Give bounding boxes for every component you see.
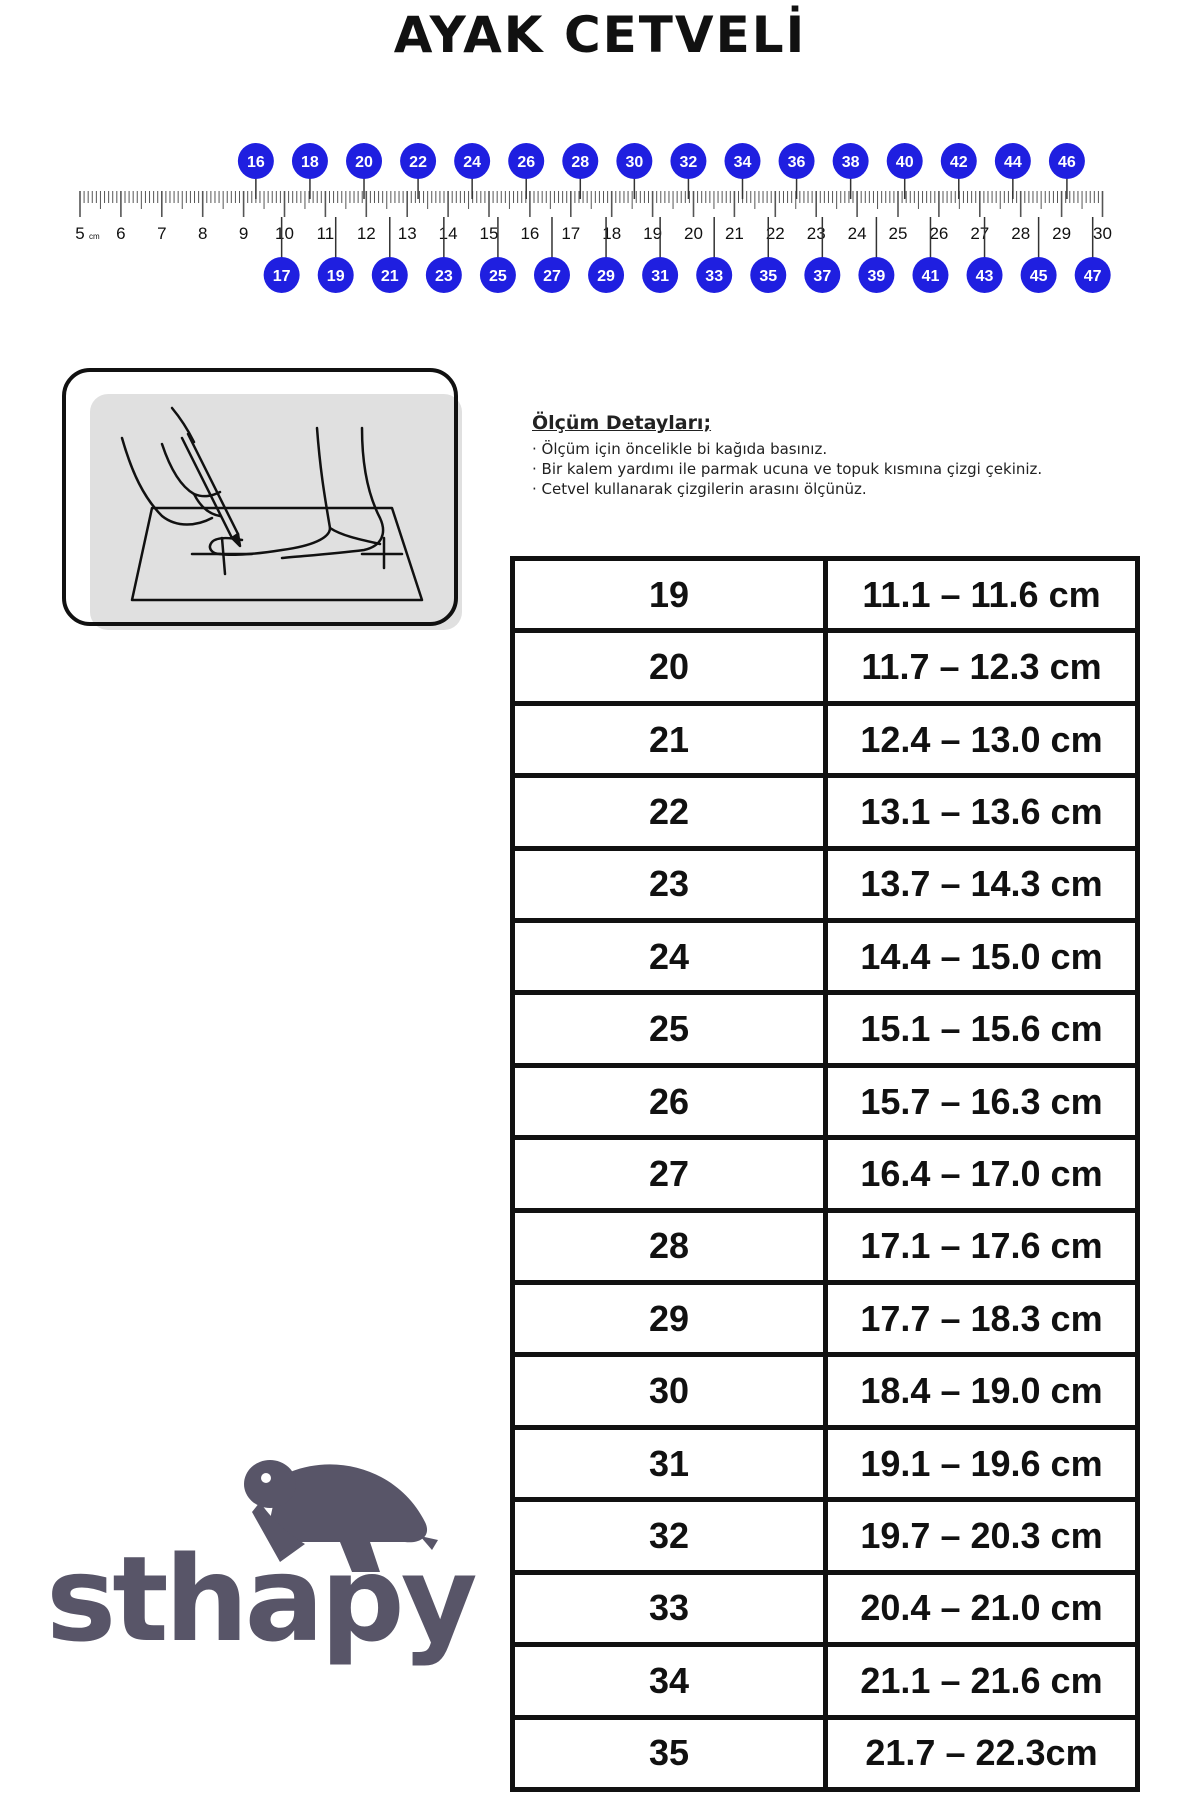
- ruler-cm-label: 21: [724, 224, 744, 243]
- range-cell: 13.1 – 13.6 cm: [860, 790, 1103, 832]
- size-badge-bottom-label: 45: [1029, 268, 1048, 285]
- size-badge-bottom-label: 43: [975, 268, 994, 285]
- ruler-cm-label: 9: [238, 224, 249, 243]
- details-line: · Bir kalem yardımı ile parmak ucuna ve topuk kısmına çizgi çekiniz.: [532, 460, 1043, 478]
- table-row: [515, 1068, 1135, 1140]
- size-badge-bottom-label: 19: [326, 268, 345, 285]
- range-cell: 15.1 – 15.6 cm: [860, 1008, 1103, 1050]
- size-cell: 30: [515, 1357, 828, 1424]
- ruler-cm-label: 27: [970, 224, 990, 243]
- table-row: [515, 1647, 1135, 1719]
- brand-logo-text: sthapy: [46, 1530, 474, 1668]
- ruler-cm-label: 16: [520, 224, 540, 243]
- ruler-cm-label: 17: [561, 224, 581, 243]
- size-badge-bottom-label: 39: [867, 268, 886, 285]
- table-row: [515, 706, 1135, 778]
- ruler-cm-label: 14: [438, 224, 458, 243]
- range-cell: 12.4 – 13.0 cm: [860, 718, 1103, 760]
- size-cell: 20: [515, 633, 828, 700]
- size-cell: 22: [515, 778, 828, 845]
- details-line: · Cetvel kullanarak çizgilerin arasını ölçünüz.: [532, 480, 867, 498]
- size-cell: 21: [515, 706, 828, 773]
- size-badge-top-label: 42: [949, 154, 968, 171]
- range-cell: 19.7 – 20.3 cm: [860, 1514, 1103, 1556]
- range-cell: 17.1 – 17.6 cm: [860, 1225, 1103, 1267]
- size-cell: 24: [515, 923, 828, 990]
- size-badge-bottom-label: 33: [705, 268, 724, 285]
- ruler-cm-label: 19: [643, 224, 663, 243]
- range-cell: 19.1 – 19.6 cm: [860, 1442, 1103, 1484]
- table-row: [515, 995, 1135, 1067]
- ruler-cm-label: 13: [397, 224, 417, 243]
- table-row: [515, 1357, 1135, 1429]
- table-row: [515, 633, 1135, 705]
- ruler-cm-label: 10: [275, 224, 294, 243]
- table-row: [515, 561, 1135, 633]
- size-badge-top-label: 26: [517, 154, 536, 171]
- ruler-cm-label: 26: [929, 224, 949, 243]
- size-badge-bottom-label: 27: [543, 268, 561, 285]
- table-row: [515, 1213, 1135, 1285]
- size-badge-top-label: 46: [1058, 154, 1076, 171]
- ruler-cm-label: 22: [765, 224, 785, 243]
- range-cell: 11.1 – 11.6 cm: [862, 573, 1101, 615]
- size-cell: 25: [515, 995, 828, 1062]
- size-cell: 27: [515, 1140, 828, 1207]
- size-badge-top-label: 30: [625, 154, 644, 171]
- size-badge-bottom-label: 35: [759, 268, 778, 285]
- size-badge-top-label: 22: [409, 154, 427, 171]
- size-cell: 31: [515, 1430, 828, 1497]
- size-badge-bottom-label: 29: [597, 268, 615, 285]
- foot-ruler: [0, 125, 1200, 300]
- ruler-cm-label: 15: [479, 224, 499, 243]
- table-row: [515, 1575, 1135, 1647]
- table-row: [515, 1720, 1135, 1787]
- ruler-cm-label: 23: [806, 224, 826, 243]
- table-row: [515, 778, 1135, 850]
- size-table: [510, 556, 1140, 1792]
- size-badge-top-label: 40: [895, 154, 914, 171]
- range-cell: 11.7 – 12.3 cm: [861, 646, 1102, 688]
- range-cell: 21.7 – 22.3cm: [865, 1732, 1098, 1774]
- size-cell: 26: [515, 1068, 828, 1135]
- size-cell: 34: [515, 1647, 828, 1714]
- size-badge-top-label: 32: [679, 154, 698, 171]
- size-badge-top-label: 24: [463, 154, 482, 171]
- ruler-cm-label: 28: [1011, 224, 1031, 243]
- size-badge-bottom-label: 25: [489, 268, 507, 285]
- table-row: [515, 1502, 1135, 1574]
- table-row: [515, 1285, 1135, 1357]
- size-badge-top-label: 36: [787, 154, 806, 171]
- size-badge-bottom-label: 47: [1083, 268, 1102, 285]
- size-badge-top-label: 44: [1003, 154, 1022, 171]
- range-cell: 21.1 – 21.6 cm: [860, 1659, 1103, 1701]
- page-title: AYAK CETVELİ: [393, 6, 807, 64]
- ruler-cm-label: 24: [847, 224, 867, 243]
- size-badge-bottom-label: 17: [272, 268, 291, 285]
- size-badge-bottom-label: 23: [434, 268, 453, 285]
- size-cell: 35: [515, 1720, 828, 1787]
- size-badge-top-label: 28: [571, 154, 590, 171]
- ruler-unit-label: cm: [89, 232, 100, 241]
- size-cell: 23: [515, 851, 828, 918]
- range-cell: 14.4 – 15.0 cm: [860, 935, 1103, 977]
- details-line: · Ölçüm için öncelikle bi kağıda basınız.: [532, 440, 828, 458]
- size-cell: 29: [515, 1285, 828, 1352]
- size-badge-top-label: 38: [841, 154, 860, 171]
- ruler-cm-label: 7: [157, 224, 167, 243]
- size-badge-top-label: 16: [246, 154, 265, 171]
- size-badge-top-label: 18: [301, 154, 319, 171]
- ruler-cm-label: 12: [356, 224, 376, 243]
- ruler-cm-label: 5: [75, 224, 85, 243]
- table-row: [515, 851, 1135, 923]
- size-cell: 32: [515, 1502, 828, 1569]
- details-heading: Ölçüm Detayları;: [532, 412, 712, 434]
- measurement-details: [532, 412, 1132, 499]
- size-badge-bottom-label: 21: [380, 268, 399, 285]
- range-cell: 20.4 – 21.0 cm: [860, 1587, 1103, 1629]
- foot-measuring-illustration: [62, 368, 462, 630]
- range-cell: 15.7 – 16.3 cm: [860, 1080, 1103, 1122]
- range-cell: 17.7 – 18.3 cm: [860, 1297, 1103, 1339]
- size-badge-bottom-label: 41: [921, 268, 940, 285]
- ruler-cm-label: 18: [602, 224, 622, 243]
- size-badge-bottom-label: 31: [651, 268, 670, 285]
- range-cell: 13.7 – 14.3 cm: [860, 863, 1103, 905]
- table-row: [515, 1140, 1135, 1212]
- size-badge-bottom-label: 37: [813, 268, 832, 285]
- ruler-cm-label: 30: [1093, 224, 1112, 243]
- size-cell: 33: [515, 1575, 828, 1642]
- size-badge-top-label: 34: [733, 154, 752, 171]
- size-cell: 28: [515, 1213, 828, 1280]
- ruler-cm-label: 29: [1052, 224, 1072, 243]
- ruler-cm-label: 25: [888, 224, 908, 243]
- range-cell: 16.4 – 17.0 cm: [860, 1152, 1103, 1194]
- table-row: [515, 923, 1135, 995]
- size-cell: 19: [515, 561, 828, 628]
- ruler-cm-label: 6: [116, 224, 126, 243]
- range-cell: 18.4 – 19.0 cm: [860, 1370, 1103, 1412]
- size-badge-top-label: 20: [355, 154, 373, 171]
- ruler-cm-label: 8: [197, 224, 208, 243]
- ruler-cm-label: 20: [684, 224, 703, 243]
- table-row: [515, 1430, 1135, 1502]
- ruler-cm-label: 11: [316, 224, 335, 243]
